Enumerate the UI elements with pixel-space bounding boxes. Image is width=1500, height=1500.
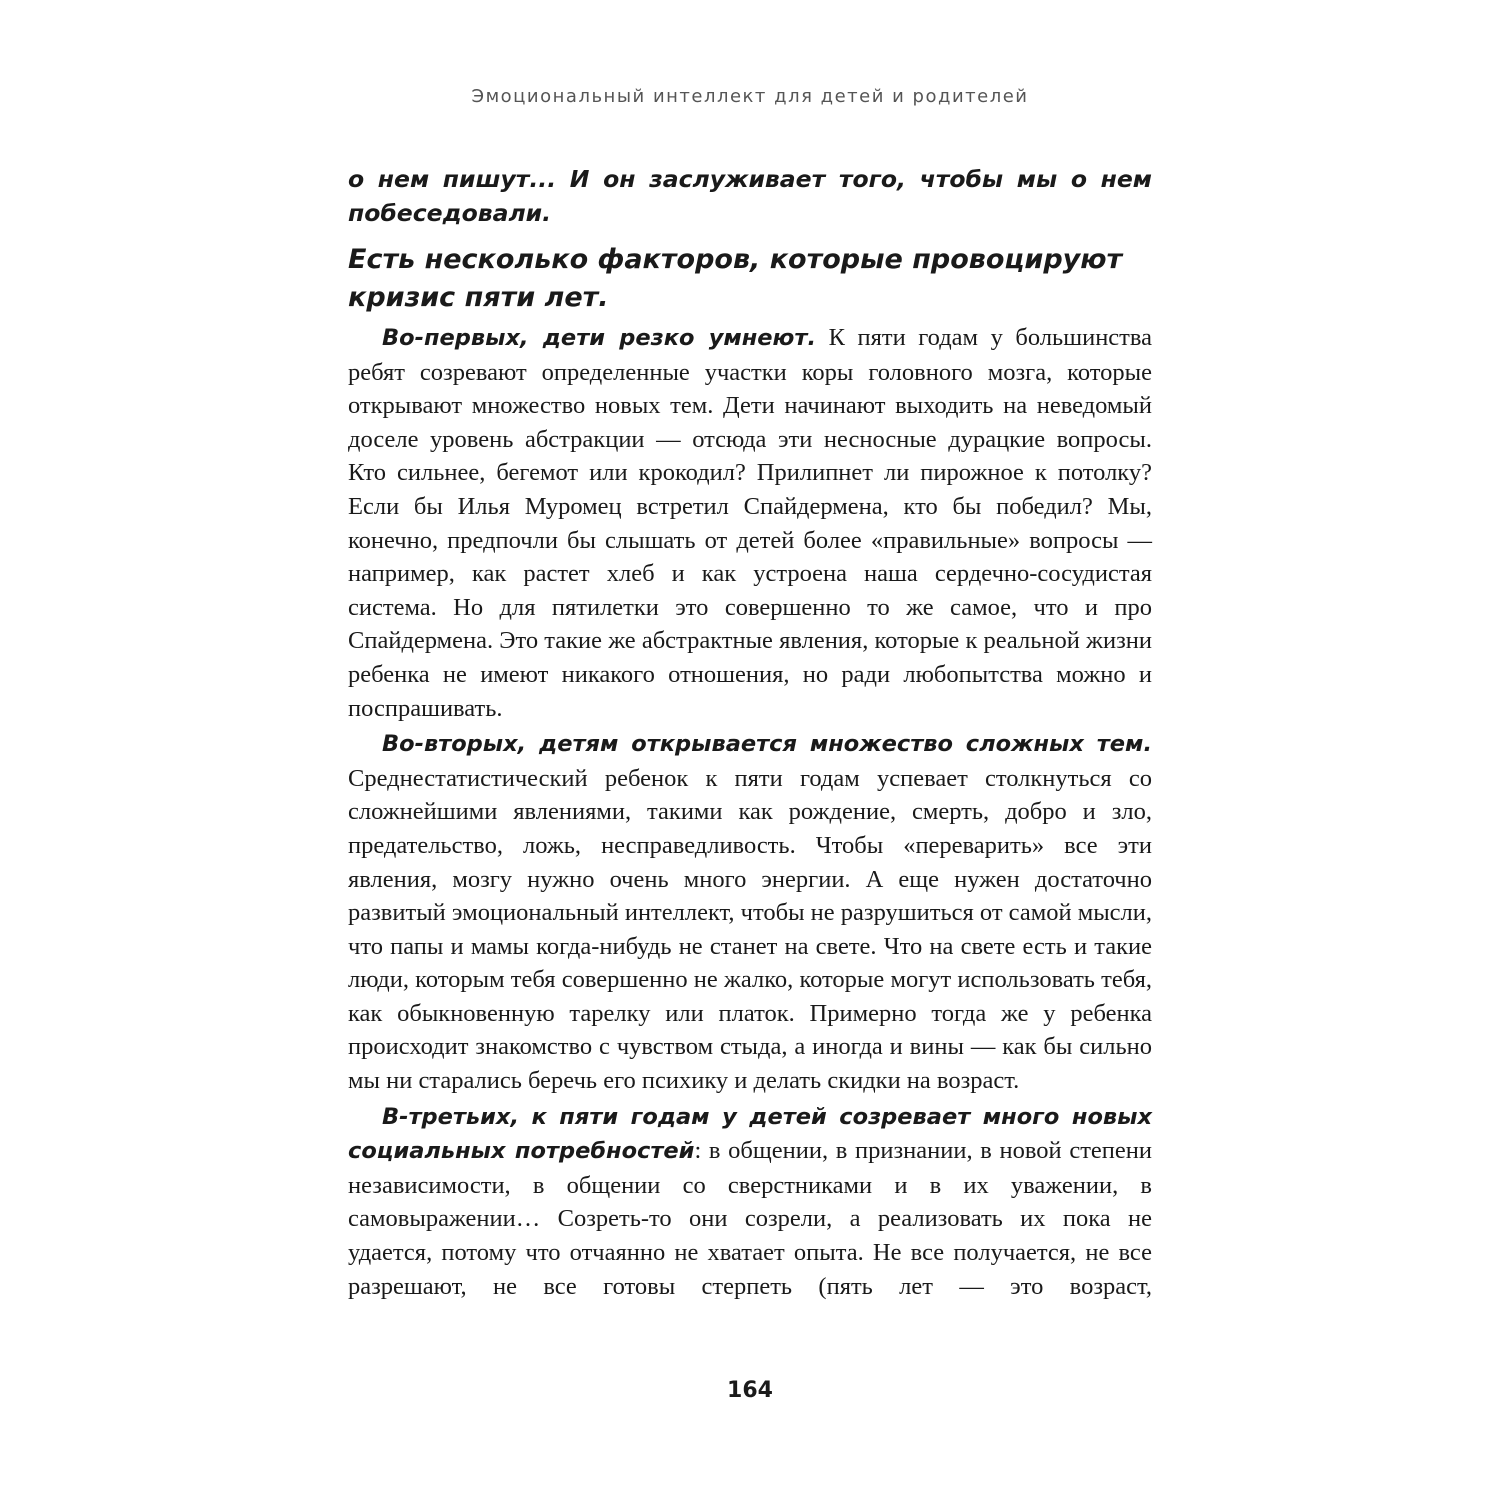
paragraph-1-text: К пяти годам у большинства ребят созревают определенные участки коры головного мозга, которые открывают множество новых тем. Дети начинают выходить на неведомый доселе уровень абстракции — отсюда эти несносные дурацкие вопросы. Кто сильнее, бегемот или крокодил? Прилипнет ли пирожное к потолку? Если бы Илья Муромец встретил Спайдермена, кто бы победил? Мы, конечно, предпочли бы слышать от детей более «правильные» вопросы — например, как растет хлеб и как устроена наша сердечно-сосудистая система. Но для пятилетки это совершенно то же самое, что и про Спайдермена. Это такие же абстрактные явления, которые к реальной жизни ребенка не имеют никакого отношения, но ради любопытства можно и поспрашивать. (348, 324, 1153, 722)
running-head: Эмоциональный интеллект для детей и родителей (471, 86, 1029, 107)
section-heading: Есть несколько факторов, которые провоцируют кризис пяти лет. (348, 244, 1123, 313)
paragraph-2 (348, 727, 1152, 1098)
paragraph-2-text: Среднестатистический ребенок к пяти годам успевает столкнуться со сложнейшими явлениями, такими как рождение, смерть, добро и зло, предательство, ложь, несправедливость. Чтобы «переварить» все эти явления, мозгу нужно очень много энергии. А еще нужен достаточно развитый эмоциональный интеллект, чтобы не разрушиться от самой мысли, что папы и мамы когда-нибудь не станет на свете. Что на свете есть и такие люди, которым тебя совершенно не жалко, которые могут использовать тебя, как обыкновенную тарелку или платок. Примерно тогда же у ребенка происходит знакомство с чувством стыда, а иногда и вины — как бы сильно мы ни старались беречь его психику и делать скидки на возраст. (348, 764, 1152, 1095)
paragraph-2-lead: Во-вторых, детям открывается множество сложных тем. (382, 731, 1152, 758)
page-number: 164 (727, 1378, 773, 1403)
continuation-text: о нем пишут... И он заслуживает того, чтобы мы о нем побеседовали. (348, 165, 1152, 227)
paragraph-1-lead: Во-первых, дети резко умнеют. (382, 325, 817, 351)
paragraph-3-text: : в общении, в признании, в новой степени независимости, в общении со сверстниками и в их уважении, в самовыражении… Созреть-то они созрели, а реализовать их пока не удается, потому что отчаянно не хватает опыта. Не все получается, не все разрешают, не все готовы стерпеть (пять лет — это возраст, (348, 1137, 1152, 1300)
paragraph-3-lead: В-третьих, к пяти годам у детей созревает много новых социальных потребностей (348, 1103, 1152, 1165)
paragraph-3 (348, 1100, 1152, 1304)
page-body (348, 162, 1152, 1305)
paragraph-1 (348, 321, 1152, 725)
